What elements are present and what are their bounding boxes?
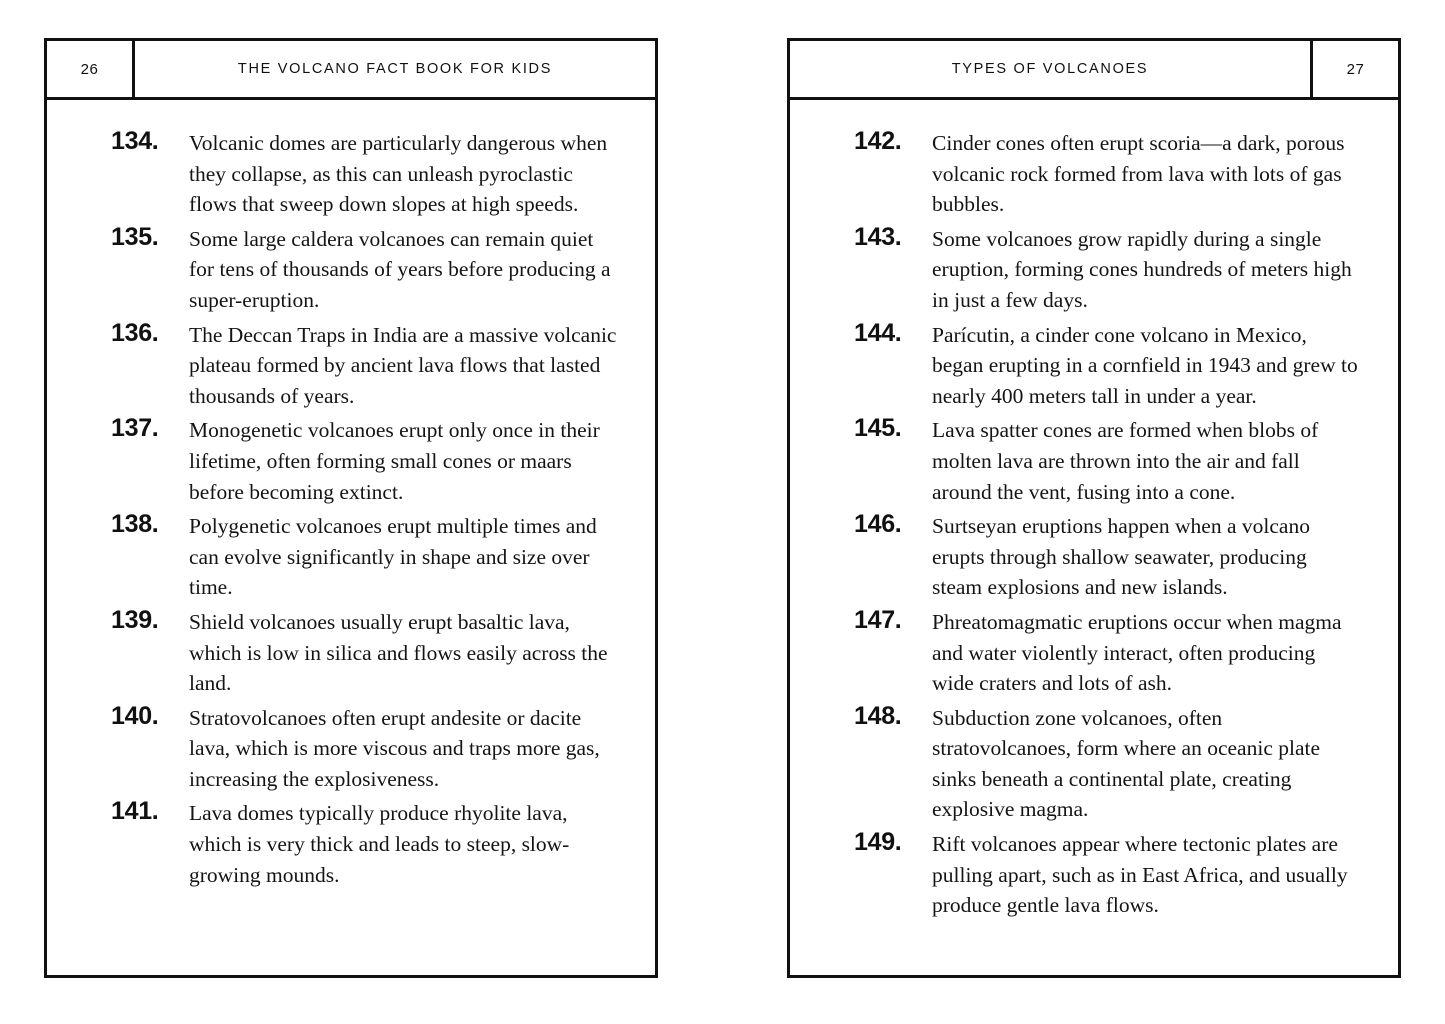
fact-text: Shield volcanoes usually erupt basaltic lava, which is low in silica and flows easily across the land. <box>189 609 608 696</box>
fact-number: 145. <box>854 414 902 443</box>
fact-text: Rift volcanoes appear where tectonic plates are pulling apart, such as in East Africa, and usually produce gentle lava flows. <box>932 832 1348 918</box>
fact-number: 134. <box>111 127 159 155</box>
list-item <box>77 126 623 220</box>
list-item <box>820 701 1366 825</box>
list-item <box>77 701 623 795</box>
list-item <box>77 413 623 507</box>
running-head-left: THE VOLCANO FACT BOOK FOR KIDS <box>237 61 553 77</box>
list-item <box>820 413 1366 507</box>
page-body-left <box>47 100 655 975</box>
page-number-right: 27 <box>1310 41 1398 97</box>
fact-text: Some large caldera volcanoes can remain quiet for tens of thousands of years before producing a super-eruption. <box>189 226 611 312</box>
list-item <box>77 318 623 412</box>
fact-text: Monogenetic volcanoes erupt only once in their lifetime, often forming small cones or maars before becoming extinct. <box>189 418 600 504</box>
fact-number: 146. <box>854 510 902 539</box>
fact-text: Stratovolcanoes often erupt andesite or dacite lava, which is more viscous and traps more gas, increasing the explosiveness. <box>189 705 600 791</box>
list-item <box>820 827 1366 921</box>
fact-text: Surtseyan eruptions happen when a volcano erupts through shallow seawater, producing steam explosions and new islands. <box>932 514 1310 600</box>
list-item <box>820 605 1366 699</box>
fact-list-right <box>820 126 1366 921</box>
fact-number: 135. <box>111 222 159 251</box>
fact-text: Polygenetic volcanoes erupt multiple times and can evolve significantly in shape and size over time. <box>189 514 597 600</box>
list-item <box>77 605 623 699</box>
fact-text: Parícutin, a cinder cone volcano in Mexico, began erupting in a cornfield in 1943 and grew to nearly 400 meters tall in under a year. <box>932 322 1358 408</box>
fact-text: The Deccan Traps in India are a massive volcanic plateau formed by ancient lava flows that lasted thousands of years. <box>189 322 617 408</box>
page-left <box>44 38 658 978</box>
fact-text: Lava spatter cones are formed when blobs of molten lava are thrown into the air and fall around the vent, fusing into a cone. <box>932 418 1319 504</box>
fact-text: Volcanic domes are particularly dangerous when they collapse, as this can unleash pyroclastic flows that sweep down slopes at high speeds. <box>189 131 608 217</box>
fact-number: 143. <box>854 222 902 251</box>
fact-number: 140. <box>111 701 159 730</box>
list-item <box>820 509 1366 603</box>
fact-text: Some volcanoes grow rapidly during a single eruption, forming cones hundreds of meters high in just a few days. <box>932 226 1352 312</box>
page-body-right <box>790 100 1398 975</box>
page-number-left: 26 <box>47 41 135 97</box>
list-item <box>77 222 623 316</box>
fact-number: 141. <box>111 797 159 826</box>
list-item <box>820 126 1366 220</box>
fact-number: 148. <box>854 701 902 730</box>
fact-text: Lava domes typically produce rhyolite lava, which is very thick and leads to steep, slow-growing mounds. <box>189 801 570 887</box>
page-right <box>787 38 1401 978</box>
fact-text: Cinder cones often erupt scoria—a dark, porous volcanic rock formed from lava with lots of gas bubbles. <box>932 131 1345 217</box>
fact-number: 138. <box>111 510 159 539</box>
fact-number: 144. <box>854 318 902 347</box>
fact-list-left <box>77 126 623 890</box>
page-header-left <box>47 41 655 100</box>
fact-number: 147. <box>854 605 902 634</box>
list-item <box>77 509 623 603</box>
list-item <box>77 796 623 890</box>
fact-text: Phreatomagmatic eruptions occur when magma and water violently interact, often producing wide craters and lots of ash. <box>932 609 1342 696</box>
list-item <box>820 222 1366 316</box>
running-head-right: TYPES OF VOLCANOES <box>951 61 1149 77</box>
fact-number: 139. <box>111 605 159 634</box>
fact-number: 149. <box>854 828 902 857</box>
list-item <box>820 318 1366 412</box>
fact-number: 137. <box>111 414 159 443</box>
fact-number: 142. <box>854 127 902 155</box>
fact-text: Subduction zone volcanoes, often stratovolcanoes, form where an oceanic plate sinks beneath a continental plate, creating explosive magma. <box>932 705 1321 822</box>
fact-number: 136. <box>111 318 159 347</box>
page-header-right <box>790 41 1398 100</box>
